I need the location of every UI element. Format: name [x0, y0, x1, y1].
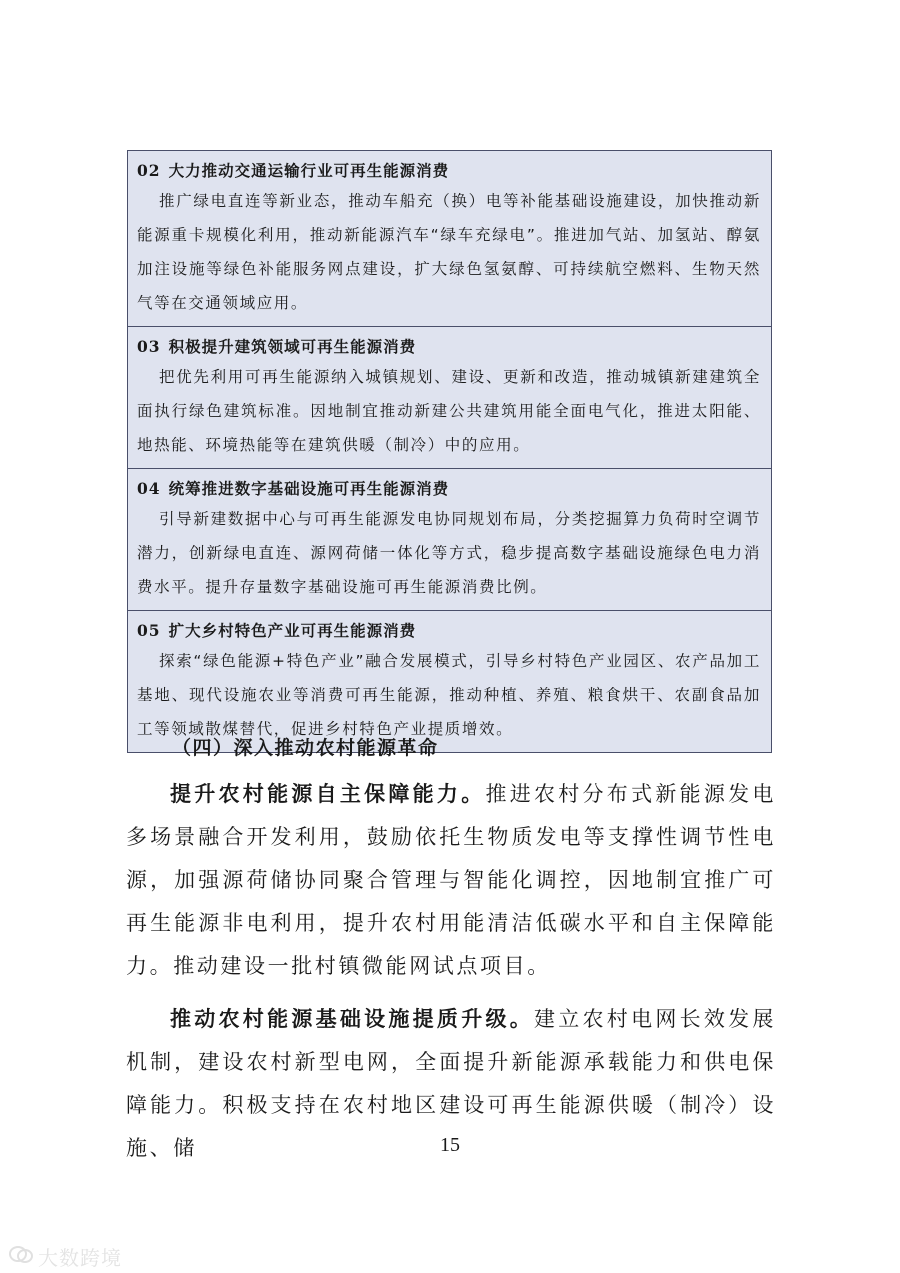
paragraph-lead: 推动农村能源基础设施提质升级。 [170, 1006, 534, 1031]
box-section-heading [137, 158, 761, 184]
paragraph-lead: 提升农村能源自主保障能力。 [170, 781, 486, 806]
box-section-03 [128, 326, 771, 468]
chat-bubble-logo-icon [8, 1245, 34, 1270]
box-section-04 [128, 468, 771, 610]
page-number: 15 [440, 1134, 460, 1156]
box-section-number: 04 [137, 479, 161, 498]
box-section-body: 推广绿电直连等新业态，推动车船充（换）电等补能基础设施建设，加快推动新能源重卡规模化利用，推动新能源汽车“绿车充绿电”。推进加气站、加氢站、醇氨加注设施等绿色补能服务网点建设，扩大绿色氢氨醇、可持续航空燃料、生物天然气等在交通领域应用。 [137, 192, 761, 312]
box-section-title: 积极提升建筑领域可再生能源消费 [168, 337, 417, 356]
box-section-body: 探索“绿色能源+特色产业”融合发展模式，引导乡村特色产业园区、农产品加工基地、现代设施农业等消费可再生能源，推动种植、养殖、粮食烘干、农副食品加工等领域散煤替代，促进乡村特色产业提质增效。 [137, 652, 761, 738]
box-section-05 [128, 610, 771, 752]
policy-box [127, 150, 772, 753]
box-section-number: 03 [137, 337, 161, 356]
paragraph-text: 建立农村电网长效发展机制，建设农村新型电网，全面提升新能源承载能力和供电保障能力。积极支持在农村地区建设可再生能源供暖（制冷）设施、储 [126, 1007, 776, 1160]
box-section-body: 把优先利用可再生能源纳入城镇规划、建设、更新和改造，推动城镇新建建筑全面执行绿色建筑标准。因地制宜推动新建公共建筑用能全面电气化，推进太阳能、地热能、环境热能等在建筑供暖（制冷）中的应用。 [137, 368, 761, 454]
box-section-heading [137, 334, 761, 360]
section-heading: （四）深入推动农村能源革命 [172, 737, 439, 759]
watermark-text: 大数跨境 [38, 1246, 122, 1270]
paragraph-text: 推进农村分布式新能源发电多场景融合开发利用，鼓励依托生物质发电等支撑性调节性电源，加强源荷储协同聚合管理与智能化调控，因地制宜推广可再生能源非电利用，提升农村用能清洁低碳水平和自主保障能力。推动建设一批村镇微能网试点项目。 [126, 782, 776, 978]
box-section-02 [128, 151, 771, 326]
box-section-heading [137, 476, 761, 502]
body-paragraph [126, 772, 776, 988]
watermark [8, 1242, 122, 1271]
box-section-number: 05 [137, 621, 161, 640]
box-section-title: 大力推动交通运输行业可再生能源消费 [168, 161, 450, 180]
box-section-body: 引导新建数据中心与可再生能源发电协同规划布局，分类挖掘算力负荷时空调节潜力，创新绿电直连、源网荷储一体化等方式，稳步提高数字基础设施绿色电力消费水平。提升存量数字基础设施可再生能源消费比例。 [137, 510, 761, 596]
box-section-title: 统筹推进数字基础设施可再生能源消费 [168, 479, 450, 498]
box-section-title: 扩大乡村特色产业可再生能源消费 [168, 621, 417, 640]
box-section-number: 02 [137, 161, 161, 180]
box-section-heading [137, 618, 761, 644]
